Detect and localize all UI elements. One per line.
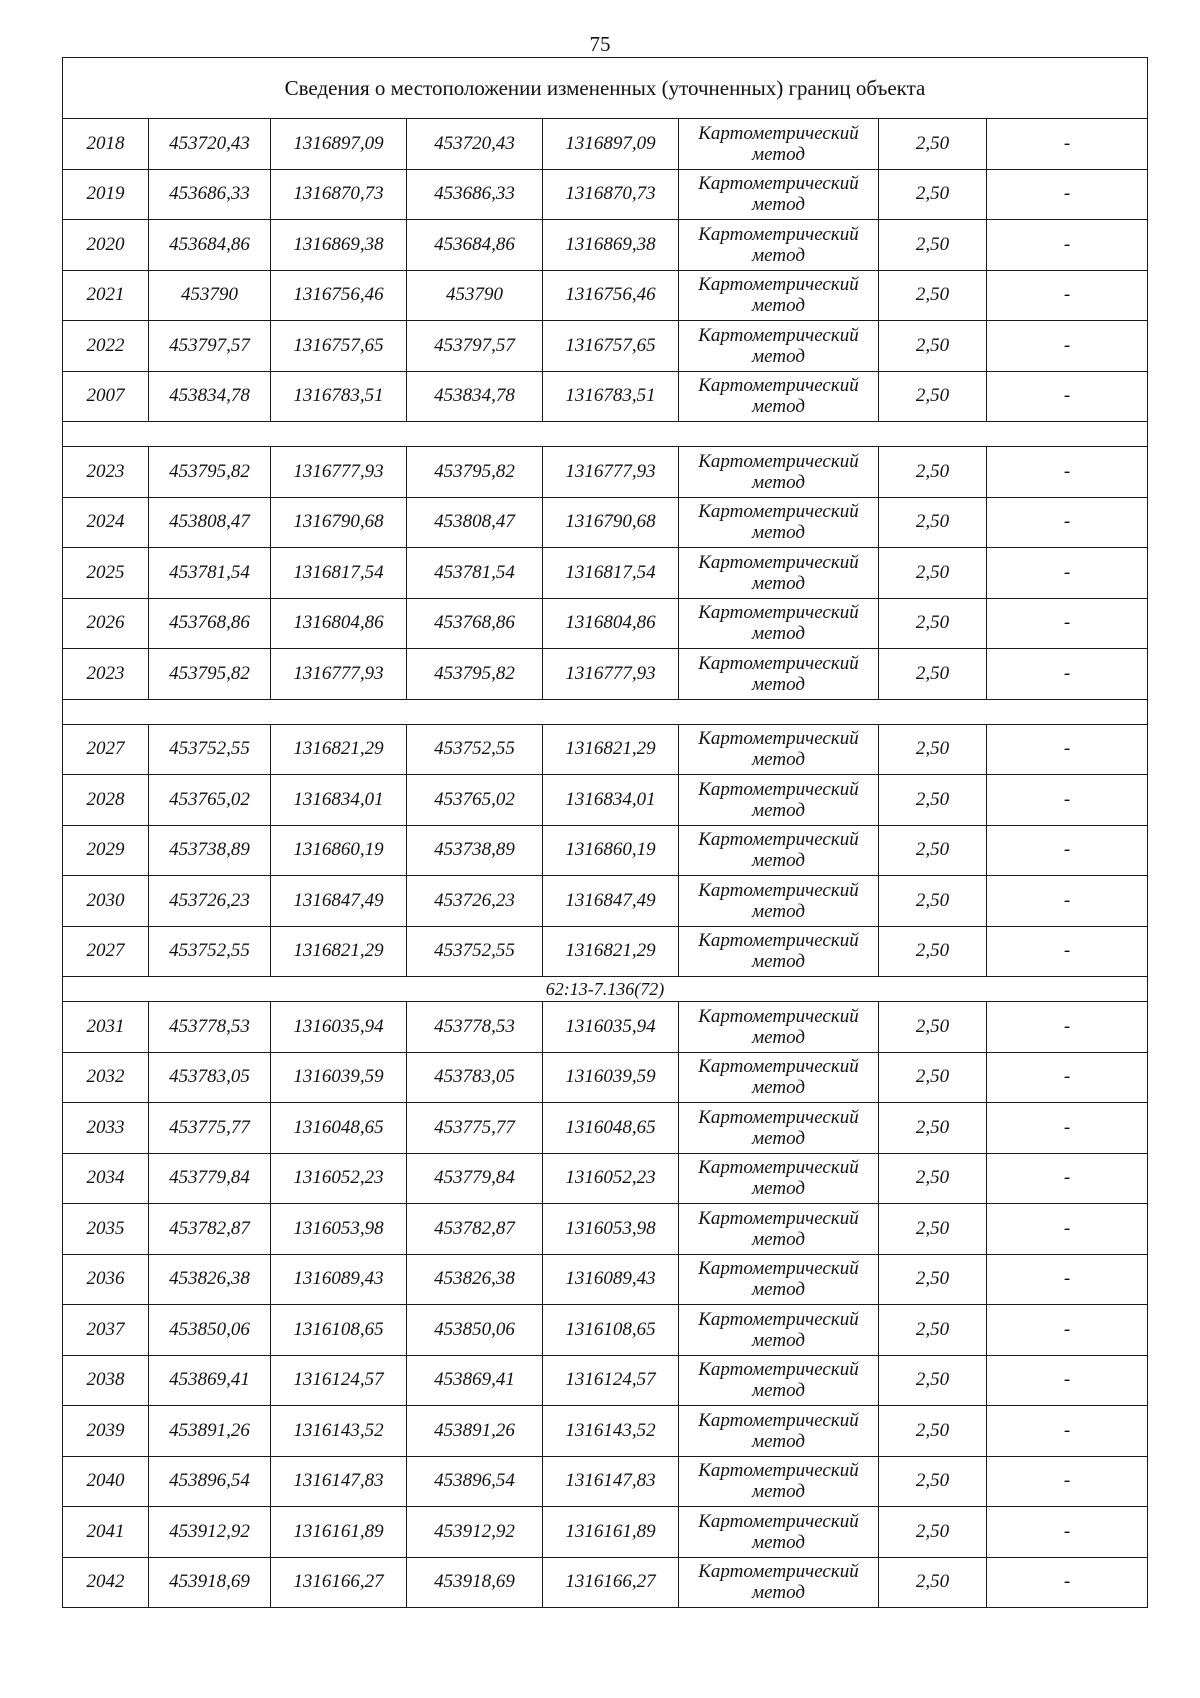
table-row bbox=[63, 1507, 1148, 1558]
cell-description: - bbox=[987, 1052, 1148, 1103]
cell-y-existing: 1316777,93 bbox=[271, 447, 407, 498]
cell-method: Картометрический метод bbox=[679, 1103, 879, 1154]
cell-description: - bbox=[987, 724, 1148, 775]
cell-point-number: 2019 bbox=[63, 169, 149, 220]
cell-y-existing: 1316847,49 bbox=[271, 876, 407, 927]
cell-x-existing: 453752,55 bbox=[149, 724, 271, 775]
cell-x-refined: 453808,47 bbox=[407, 497, 543, 548]
cell-precision: 2,50 bbox=[879, 1002, 987, 1053]
cell-method: Картометрический метод bbox=[679, 447, 879, 498]
cell-x-existing: 453781,54 bbox=[149, 548, 271, 599]
cell-x-existing: 453726,23 bbox=[149, 876, 271, 927]
table-row bbox=[63, 876, 1148, 927]
cell-y-refined: 1316757,65 bbox=[543, 321, 679, 372]
cell-y-existing: 1316817,54 bbox=[271, 548, 407, 599]
cell-method: Картометрический метод bbox=[679, 1406, 879, 1457]
cell-description: - bbox=[987, 169, 1148, 220]
cell-point-number: 2020 bbox=[63, 220, 149, 271]
cell-y-refined: 1316817,54 bbox=[543, 548, 679, 599]
cell-x-existing: 453752,55 bbox=[149, 926, 271, 977]
cell-x-existing: 453891,26 bbox=[149, 1406, 271, 1457]
cell-x-refined: 453918,69 bbox=[407, 1557, 543, 1608]
cell-y-refined: 1316124,57 bbox=[543, 1355, 679, 1406]
group-label bbox=[63, 422, 1148, 447]
cell-method: Картометрический метод bbox=[679, 119, 879, 170]
cell-y-refined: 1316870,73 bbox=[543, 169, 679, 220]
cell-description: - bbox=[987, 1406, 1148, 1457]
cell-x-refined: 453795,82 bbox=[407, 447, 543, 498]
cell-x-existing: 453834,78 bbox=[149, 371, 271, 422]
cell-point-number: 2032 bbox=[63, 1052, 149, 1103]
table-row bbox=[63, 775, 1148, 826]
cell-x-existing: 453779,84 bbox=[149, 1153, 271, 1204]
group-label: 62:13-7.136(72) bbox=[63, 977, 1148, 1002]
cell-x-refined: 453720,43 bbox=[407, 119, 543, 170]
cell-x-existing: 453797,57 bbox=[149, 321, 271, 372]
cell-y-refined: 1316790,68 bbox=[543, 497, 679, 548]
cell-y-existing: 1316897,09 bbox=[271, 119, 407, 170]
cell-x-existing: 453778,53 bbox=[149, 1002, 271, 1053]
table-row bbox=[63, 371, 1148, 422]
cell-precision: 2,50 bbox=[879, 321, 987, 372]
cell-x-refined: 453850,06 bbox=[407, 1305, 543, 1356]
cell-description: - bbox=[987, 321, 1148, 372]
cell-y-refined: 1316035,94 bbox=[543, 1002, 679, 1053]
cell-x-existing: 453826,38 bbox=[149, 1254, 271, 1305]
cell-method: Картометрический метод bbox=[679, 724, 879, 775]
cell-precision: 2,50 bbox=[879, 270, 987, 321]
cell-y-refined: 1316860,19 bbox=[543, 825, 679, 876]
table-row bbox=[63, 270, 1148, 321]
table-row bbox=[63, 497, 1148, 548]
cell-y-existing: 1316124,57 bbox=[271, 1355, 407, 1406]
cell-y-existing: 1316756,46 bbox=[271, 270, 407, 321]
cell-point-number: 2035 bbox=[63, 1204, 149, 1255]
cell-y-refined: 1316143,52 bbox=[543, 1406, 679, 1457]
cell-method: Картометрический метод bbox=[679, 1507, 879, 1558]
cell-precision: 2,50 bbox=[879, 169, 987, 220]
cell-x-existing: 453783,05 bbox=[149, 1052, 271, 1103]
table-row bbox=[63, 724, 1148, 775]
table-row bbox=[63, 447, 1148, 498]
table-row bbox=[63, 825, 1148, 876]
cell-description: - bbox=[987, 1355, 1148, 1406]
cell-description: - bbox=[987, 220, 1148, 271]
cell-y-existing: 1316035,94 bbox=[271, 1002, 407, 1053]
cell-method: Картометрический метод bbox=[679, 1002, 879, 1053]
cell-description: - bbox=[987, 371, 1148, 422]
group-separator-row bbox=[63, 422, 1148, 447]
cell-method: Картометрический метод bbox=[679, 775, 879, 826]
cell-y-existing: 1316089,43 bbox=[271, 1254, 407, 1305]
cell-precision: 2,50 bbox=[879, 1204, 987, 1255]
cell-method: Картометрический метод bbox=[679, 548, 879, 599]
cell-precision: 2,50 bbox=[879, 1406, 987, 1457]
cell-x-existing: 453896,54 bbox=[149, 1456, 271, 1507]
cell-x-refined: 453778,53 bbox=[407, 1002, 543, 1053]
cell-y-existing: 1316166,27 bbox=[271, 1557, 407, 1608]
cell-y-refined: 1316039,59 bbox=[543, 1052, 679, 1103]
cell-precision: 2,50 bbox=[879, 1052, 987, 1103]
cell-y-refined: 1316821,29 bbox=[543, 724, 679, 775]
cell-precision: 2,50 bbox=[879, 1254, 987, 1305]
cell-point-number: 2023 bbox=[63, 649, 149, 700]
cell-method: Картометрический метод bbox=[679, 926, 879, 977]
cell-x-existing: 453912,92 bbox=[149, 1507, 271, 1558]
cell-description: - bbox=[987, 497, 1148, 548]
cell-x-refined: 453797,57 bbox=[407, 321, 543, 372]
cell-x-refined: 453686,33 bbox=[407, 169, 543, 220]
table-row bbox=[63, 1355, 1148, 1406]
cell-precision: 2,50 bbox=[879, 119, 987, 170]
cell-y-refined: 1316147,83 bbox=[543, 1456, 679, 1507]
cell-y-existing: 1316869,38 bbox=[271, 220, 407, 271]
cell-method: Картометрический метод bbox=[679, 1557, 879, 1608]
cell-y-refined: 1316804,86 bbox=[543, 598, 679, 649]
cell-y-existing: 1316783,51 bbox=[271, 371, 407, 422]
cell-x-refined: 453869,41 bbox=[407, 1355, 543, 1406]
cell-point-number: 2018 bbox=[63, 119, 149, 170]
table-row bbox=[63, 119, 1148, 170]
table-row bbox=[63, 1305, 1148, 1356]
cell-point-number: 2033 bbox=[63, 1103, 149, 1154]
cell-x-existing: 453686,33 bbox=[149, 169, 271, 220]
cell-description: - bbox=[987, 598, 1148, 649]
cell-point-number: 2026 bbox=[63, 598, 149, 649]
cell-y-existing: 1316821,29 bbox=[271, 724, 407, 775]
cell-description: - bbox=[987, 548, 1148, 599]
table-row bbox=[63, 548, 1148, 599]
cell-y-refined: 1316052,23 bbox=[543, 1153, 679, 1204]
cell-description: - bbox=[987, 1456, 1148, 1507]
cell-y-existing: 1316147,83 bbox=[271, 1456, 407, 1507]
cell-precision: 2,50 bbox=[879, 649, 987, 700]
cell-method: Картометрический метод bbox=[679, 1052, 879, 1103]
cell-x-existing: 453775,77 bbox=[149, 1103, 271, 1154]
cell-method: Картометрический метод bbox=[679, 270, 879, 321]
cell-precision: 2,50 bbox=[879, 926, 987, 977]
cell-x-refined: 453795,82 bbox=[407, 649, 543, 700]
cell-point-number: 2023 bbox=[63, 447, 149, 498]
cell-method: Картометрический метод bbox=[679, 371, 879, 422]
cell-point-number: 2037 bbox=[63, 1305, 149, 1356]
cell-point-number: 2042 bbox=[63, 1557, 149, 1608]
cell-point-number: 2029 bbox=[63, 825, 149, 876]
cell-precision: 2,50 bbox=[879, 497, 987, 548]
table-row bbox=[63, 598, 1148, 649]
cell-point-number: 2022 bbox=[63, 321, 149, 372]
cell-method: Картометрический метод bbox=[679, 321, 879, 372]
cell-y-refined: 1316161,89 bbox=[543, 1507, 679, 1558]
cell-y-refined: 1316777,93 bbox=[543, 649, 679, 700]
table-row bbox=[63, 1406, 1148, 1457]
cell-y-existing: 1316790,68 bbox=[271, 497, 407, 548]
group-label bbox=[63, 699, 1148, 724]
cell-method: Картометрический метод bbox=[679, 598, 879, 649]
cell-y-existing: 1316108,65 bbox=[271, 1305, 407, 1356]
cell-point-number: 2034 bbox=[63, 1153, 149, 1204]
cell-description: - bbox=[987, 270, 1148, 321]
cell-point-number: 2040 bbox=[63, 1456, 149, 1507]
cell-method: Картометрический метод bbox=[679, 825, 879, 876]
cell-y-refined: 1316783,51 bbox=[543, 371, 679, 422]
cell-x-refined: 453779,84 bbox=[407, 1153, 543, 1204]
table-row bbox=[63, 1103, 1148, 1154]
cell-y-refined: 1316777,93 bbox=[543, 447, 679, 498]
cell-y-refined: 1316108,65 bbox=[543, 1305, 679, 1356]
cell-x-refined: 453783,05 bbox=[407, 1052, 543, 1103]
cell-x-refined: 453891,26 bbox=[407, 1406, 543, 1457]
table-title-row bbox=[63, 58, 1148, 119]
cell-x-existing: 453850,06 bbox=[149, 1305, 271, 1356]
cell-precision: 2,50 bbox=[879, 1355, 987, 1406]
cell-y-refined: 1316166,27 bbox=[543, 1557, 679, 1608]
cell-y-existing: 1316048,65 bbox=[271, 1103, 407, 1154]
cell-x-existing: 453795,82 bbox=[149, 649, 271, 700]
cell-x-existing: 453720,43 bbox=[149, 119, 271, 170]
cell-precision: 2,50 bbox=[879, 775, 987, 826]
cell-y-refined: 1316756,46 bbox=[543, 270, 679, 321]
cell-y-existing: 1316804,86 bbox=[271, 598, 407, 649]
cell-x-refined: 453765,02 bbox=[407, 775, 543, 826]
cell-precision: 2,50 bbox=[879, 598, 987, 649]
page-number: 75 bbox=[589, 32, 611, 56]
cell-point-number: 2021 bbox=[63, 270, 149, 321]
cell-precision: 2,50 bbox=[879, 220, 987, 271]
table-row bbox=[63, 1204, 1148, 1255]
cell-precision: 2,50 bbox=[879, 1103, 987, 1154]
table-title: Сведения о местоположении измененных (уточненных) границ объекта bbox=[63, 58, 1148, 119]
cell-x-existing: 453738,89 bbox=[149, 825, 271, 876]
cell-y-existing: 1316870,73 bbox=[271, 169, 407, 220]
cell-point-number: 2038 bbox=[63, 1355, 149, 1406]
cell-method: Картометрический метод bbox=[679, 169, 879, 220]
cell-y-existing: 1316052,23 bbox=[271, 1153, 407, 1204]
cell-method: Картометрический метод bbox=[679, 220, 879, 271]
cell-x-existing: 453795,82 bbox=[149, 447, 271, 498]
cell-method: Картометрический метод bbox=[679, 1355, 879, 1406]
cell-x-existing: 453790 bbox=[149, 270, 271, 321]
cell-y-existing: 1316860,19 bbox=[271, 825, 407, 876]
table-row bbox=[63, 926, 1148, 977]
cell-x-refined: 453768,86 bbox=[407, 598, 543, 649]
cell-point-number: 2030 bbox=[63, 876, 149, 927]
group-separator-row bbox=[63, 699, 1148, 724]
cell-method: Картометрический метод bbox=[679, 1305, 879, 1356]
cell-x-existing: 453808,47 bbox=[149, 497, 271, 548]
cell-precision: 2,50 bbox=[879, 548, 987, 599]
cell-method: Картометрический метод bbox=[679, 1153, 879, 1204]
table-row bbox=[63, 1456, 1148, 1507]
table-row bbox=[63, 649, 1148, 700]
cell-description: - bbox=[987, 119, 1148, 170]
cell-y-refined: 1316821,29 bbox=[543, 926, 679, 977]
table-body bbox=[63, 58, 1148, 1608]
cell-description: - bbox=[987, 825, 1148, 876]
cell-x-refined: 453781,54 bbox=[407, 548, 543, 599]
cell-point-number: 2036 bbox=[63, 1254, 149, 1305]
cell-y-existing: 1316143,52 bbox=[271, 1406, 407, 1457]
boundary-coordinates-table bbox=[62, 57, 1148, 1608]
cell-x-existing: 453684,86 bbox=[149, 220, 271, 271]
cell-y-refined: 1316053,98 bbox=[543, 1204, 679, 1255]
cell-x-refined: 453790 bbox=[407, 270, 543, 321]
cell-x-existing: 453869,41 bbox=[149, 1355, 271, 1406]
cell-y-existing: 1316834,01 bbox=[271, 775, 407, 826]
cell-y-refined: 1316048,65 bbox=[543, 1103, 679, 1154]
cell-precision: 2,50 bbox=[879, 825, 987, 876]
cell-precision: 2,50 bbox=[879, 447, 987, 498]
cell-method: Картометрический метод bbox=[679, 1456, 879, 1507]
cell-x-existing: 453918,69 bbox=[149, 1557, 271, 1608]
cell-point-number: 2027 bbox=[63, 724, 149, 775]
cell-x-refined: 453826,38 bbox=[407, 1254, 543, 1305]
table-row bbox=[63, 1254, 1148, 1305]
cell-precision: 2,50 bbox=[879, 1557, 987, 1608]
cell-x-existing: 453782,87 bbox=[149, 1204, 271, 1255]
cell-x-refined: 453726,23 bbox=[407, 876, 543, 927]
cell-precision: 2,50 bbox=[879, 724, 987, 775]
cell-y-existing: 1316039,59 bbox=[271, 1052, 407, 1103]
cell-method: Картометрический метод bbox=[679, 1254, 879, 1305]
cell-precision: 2,50 bbox=[879, 1456, 987, 1507]
cell-precision: 2,50 bbox=[879, 1153, 987, 1204]
cell-x-refined: 453752,55 bbox=[407, 926, 543, 977]
cell-precision: 2,50 bbox=[879, 1305, 987, 1356]
cell-description: - bbox=[987, 1507, 1148, 1558]
cell-x-refined: 453738,89 bbox=[407, 825, 543, 876]
cell-description: - bbox=[987, 926, 1148, 977]
cell-point-number: 2025 bbox=[63, 548, 149, 599]
cell-y-refined: 1316847,49 bbox=[543, 876, 679, 927]
cell-description: - bbox=[987, 1254, 1148, 1305]
cell-description: - bbox=[987, 447, 1148, 498]
table-row bbox=[63, 321, 1148, 372]
cell-description: - bbox=[987, 1002, 1148, 1053]
cell-description: - bbox=[987, 1153, 1148, 1204]
table-row bbox=[63, 1052, 1148, 1103]
group-separator-row bbox=[63, 977, 1148, 1002]
cell-method: Картометрический метод bbox=[679, 497, 879, 548]
cell-y-existing: 1316161,89 bbox=[271, 1507, 407, 1558]
cell-y-existing: 1316053,98 bbox=[271, 1204, 407, 1255]
cell-x-existing: 453768,86 bbox=[149, 598, 271, 649]
cell-point-number: 2007 bbox=[63, 371, 149, 422]
cell-point-number: 2027 bbox=[63, 926, 149, 977]
cell-method: Картометрический метод bbox=[679, 1204, 879, 1255]
cell-y-existing: 1316757,65 bbox=[271, 321, 407, 372]
table-row bbox=[63, 1002, 1148, 1053]
cell-precision: 2,50 bbox=[879, 1507, 987, 1558]
cell-x-refined: 453834,78 bbox=[407, 371, 543, 422]
cell-x-refined: 453775,77 bbox=[407, 1103, 543, 1154]
cell-y-refined: 1316897,09 bbox=[543, 119, 679, 170]
cell-y-existing: 1316777,93 bbox=[271, 649, 407, 700]
table-row bbox=[63, 1153, 1148, 1204]
cell-x-refined: 453752,55 bbox=[407, 724, 543, 775]
cell-point-number: 2028 bbox=[63, 775, 149, 826]
cell-x-existing: 453765,02 bbox=[149, 775, 271, 826]
cell-description: - bbox=[987, 1305, 1148, 1356]
cell-point-number: 2039 bbox=[63, 1406, 149, 1457]
cell-x-refined: 453896,54 bbox=[407, 1456, 543, 1507]
cell-description: - bbox=[987, 1103, 1148, 1154]
cell-description: - bbox=[987, 1557, 1148, 1608]
cell-point-number: 2031 bbox=[63, 1002, 149, 1053]
table-row bbox=[63, 169, 1148, 220]
cell-y-refined: 1316089,43 bbox=[543, 1254, 679, 1305]
table-row bbox=[63, 1557, 1148, 1608]
cell-precision: 2,50 bbox=[879, 371, 987, 422]
cell-description: - bbox=[987, 649, 1148, 700]
cell-method: Картометрический метод bbox=[679, 876, 879, 927]
cell-description: - bbox=[987, 876, 1148, 927]
cell-x-refined: 453912,92 bbox=[407, 1507, 543, 1558]
cell-precision: 2,50 bbox=[879, 876, 987, 927]
cell-description: - bbox=[987, 775, 1148, 826]
cell-y-existing: 1316821,29 bbox=[271, 926, 407, 977]
cell-y-refined: 1316834,01 bbox=[543, 775, 679, 826]
cell-point-number: 2041 bbox=[63, 1507, 149, 1558]
cell-description: - bbox=[987, 1204, 1148, 1255]
cell-point-number: 2024 bbox=[63, 497, 149, 548]
table-row bbox=[63, 220, 1148, 271]
cell-x-refined: 453782,87 bbox=[407, 1204, 543, 1255]
cell-method: Картометрический метод bbox=[679, 649, 879, 700]
cell-x-refined: 453684,86 bbox=[407, 220, 543, 271]
cell-y-refined: 1316869,38 bbox=[543, 220, 679, 271]
